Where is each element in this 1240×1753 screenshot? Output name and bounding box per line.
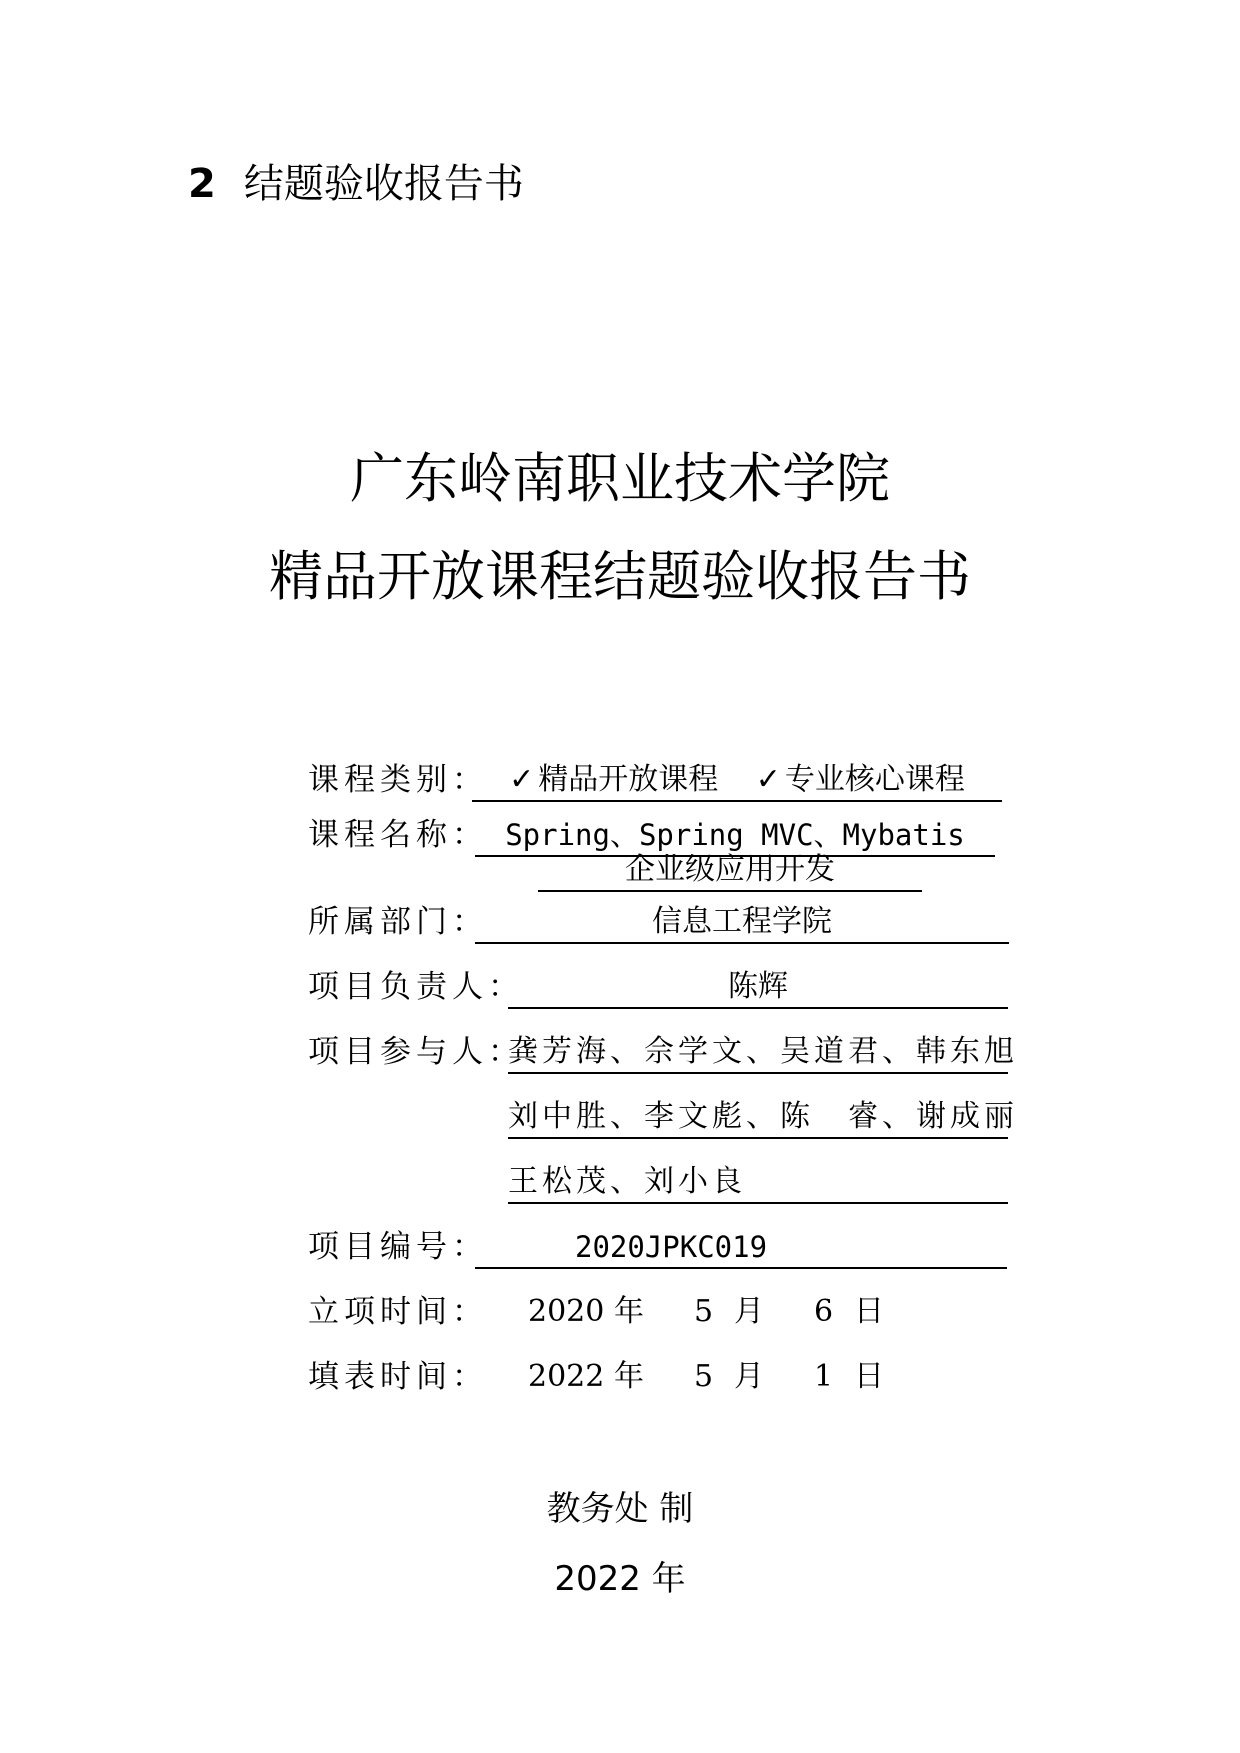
start-day: 6 (814, 1294, 834, 1329)
participants-label: 项目参与人： (308, 1034, 524, 1070)
category-field (472, 760, 1002, 802)
fill-year: 2022 (528, 1359, 605, 1394)
section-number: 2 (188, 161, 216, 207)
start-day-unit: 日 (854, 1294, 884, 1329)
category-option-label: 精品开放课程 (538, 762, 719, 797)
start-date-label: 立项时间： (308, 1294, 488, 1330)
issuer-text: 教务处 制 (546, 1489, 694, 1529)
participants-line1: 龚芳海、佘学文、吴道君、韩东旭 (508, 1032, 1008, 1074)
fill-date-label: 填表时间： (308, 1359, 488, 1395)
course-name-line2: 企业级应用开发 (538, 850, 922, 892)
institution-title: 广东岭南职业技术学院 (350, 447, 890, 510)
department-field: 信息工程学院 (475, 902, 1009, 944)
fill-day-unit: 日 (854, 1359, 884, 1394)
category-option-label: 专业核心课程 (784, 762, 965, 797)
leader-field: 陈辉 (508, 967, 1008, 1009)
fill-date-value (528, 1357, 884, 1397)
project-number-label: 项目编号： (308, 1229, 488, 1265)
report-title: 精品开放课程结题验收报告书 (269, 545, 971, 608)
project-number-field: 2020JPKC019 (475, 1227, 1007, 1269)
course-name-line1: Spring、Spring MVC、Mybatis (475, 815, 995, 857)
check-icon: ✓ (755, 762, 781, 797)
course-name-label: 课程名称： (308, 817, 488, 853)
check-icon: ✓ (509, 762, 535, 797)
participants-line3: 王松茂、刘小良 (508, 1162, 1008, 1204)
department-label: 所属部门： (308, 904, 488, 940)
participants-line2: 刘中胜、李文彪、陈 睿、谢成丽 (508, 1097, 1008, 1139)
start-month-unit: 月 (734, 1294, 764, 1329)
category-label: 课程类别： (308, 762, 488, 798)
section-title: 结题验收报告书 (243, 161, 524, 207)
fill-day: 1 (814, 1359, 834, 1394)
category-option-2 (756, 760, 965, 800)
start-month: 5 (694, 1294, 714, 1329)
fill-year-unit: 年 (614, 1359, 644, 1394)
start-date-value (528, 1292, 884, 1332)
footer-year: 2022 年 (554, 1559, 686, 1599)
start-year-unit: 年 (614, 1294, 644, 1329)
fill-month-unit: 月 (734, 1359, 764, 1394)
leader-label: 项目负责人： (308, 969, 524, 1005)
section-heading (188, 160, 524, 208)
fill-month: 5 (694, 1359, 714, 1394)
category-option-1 (509, 760, 718, 800)
start-year: 2020 (528, 1294, 605, 1329)
